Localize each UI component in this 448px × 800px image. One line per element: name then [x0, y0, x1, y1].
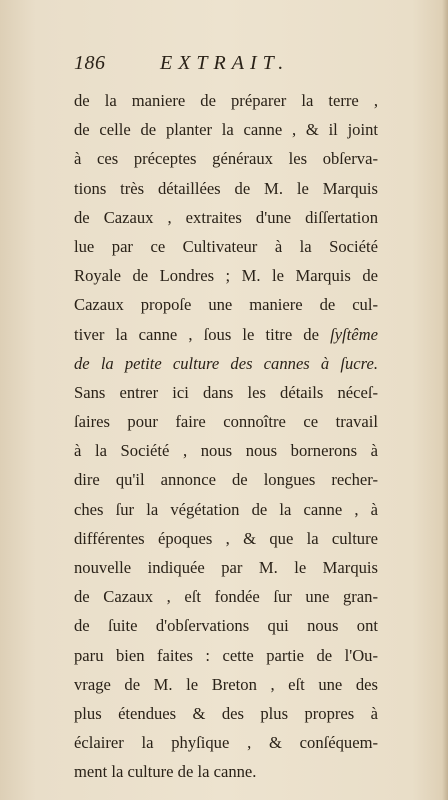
text-line-last: ment la culture de la canne. [74, 762, 257, 782]
text-line-with-italic [74, 320, 378, 349]
text-line: ſaires pour faire connoître ce travail [74, 412, 378, 432]
text-line: ches ſur la végétation de la canne , à [74, 499, 378, 519]
body-text [74, 86, 378, 787]
text-line: plus étendues & des plus propres à [74, 703, 378, 723]
page-heading: EXTRAIT. [160, 52, 290, 74]
text-italic: ſyſtême [330, 324, 378, 344]
text-line: de celle de planter la canne , & il joint [74, 120, 378, 140]
text-roman: tiver la canne , ſous le titre de [74, 324, 331, 344]
running-head [74, 52, 374, 80]
text-line: paru bien faites : cette partie de l'Ou- [74, 645, 378, 665]
text-line: vrage de M. le Breton , eſt une des [74, 674, 378, 694]
text-line-italic: de la petite culture des cannes à ſucre. [74, 353, 378, 373]
text-line: tions très détaillées de M. le Marquis [74, 178, 378, 198]
text-line: Cazaux propoſe une maniere de cul- [74, 295, 378, 315]
text-line: Royale de Londres ; M. le Marquis de [74, 266, 378, 286]
text-line: à ces préceptes généraux les obſerva- [74, 149, 378, 169]
text-line: de Cazaux , extraites d'une diſſertation [74, 207, 378, 227]
text-line: nouvelle indiquée par M. le Marquis [74, 558, 378, 577]
text-line: de la maniere de préparer la terre , [74, 91, 378, 110]
text-line: Sans entrer ici dans les détails néceſ- [74, 382, 378, 402]
text-line: de Cazaux , eſt fondée ſur une gran- [74, 587, 378, 607]
text-line: de ſuite d'obſervations qui nous ont [74, 616, 378, 636]
text-line: à la Société , nous nous bornerons à [74, 441, 378, 461]
text-line: lue par ce Cultivateur à la Société [74, 236, 378, 256]
text-line: différentes époques , & que la culture [74, 528, 378, 548]
text-line: éclairer la phyſique , & conſéquem- [74, 733, 378, 753]
page-number: 186 [74, 52, 106, 74]
text-line: dire qu'il annonce de longues recher- [74, 470, 378, 490]
